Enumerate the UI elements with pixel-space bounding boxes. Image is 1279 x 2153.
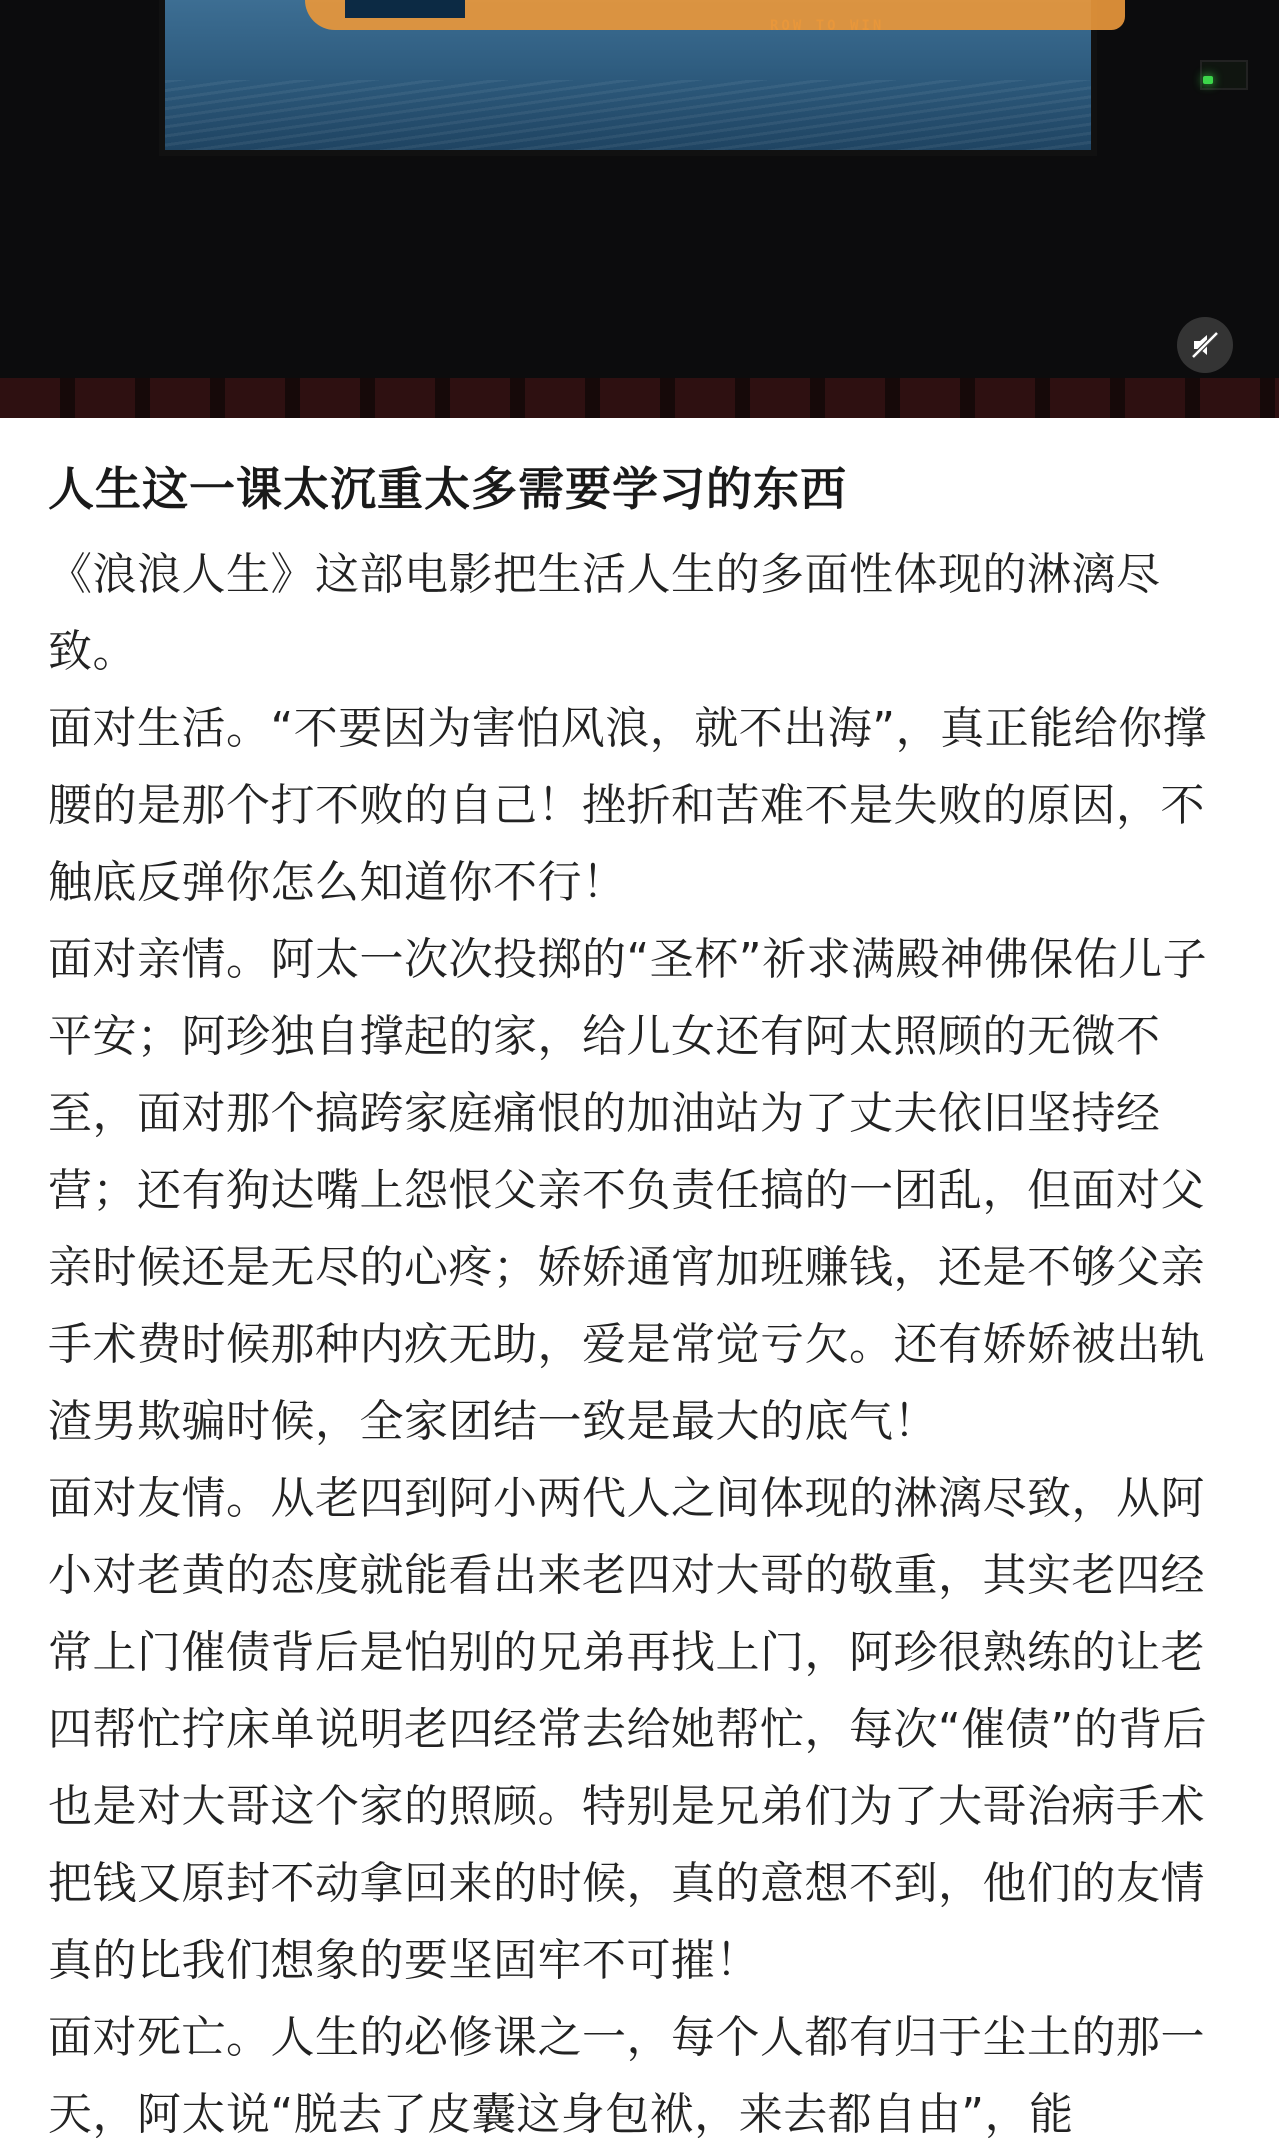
post-paragraph: 面对死亡。人生的必修课之一，每个人都有归于尘土的那一天，阿太说“脱去了皮囊这身包袱，来去都自由”，能 bbox=[48, 2012, 1205, 2140]
post-paragraph: 面对生活。“不要因为害怕风浪，就不出海”，真正能给你撑腰的是那个打不败的自己！挫折和苦难不是失败的原因，不触底反弹你怎么知道你不行！ bbox=[48, 703, 1208, 908]
post-content bbox=[48, 454, 1238, 2153]
post-paragraph: 面对亲情。阿太一次次投掷的“圣杯”祈求满殿神佛保佑儿子平安；阿珍独自撑起的家，给儿女还有阿太照顾的无微不至，面对那个搞跨家庭痛恨的加油站为了丈夫依旧坚持经营；还有狗达嘴上怨恨父亲不负责任搞的一团乱，但面对父亲时候还是无尽的心疼；娇娇通宵加班赚钱，还是不够父亲手术费时候那种内疚无助，爱是常觉亏欠。还有娇娇被出轨渣男欺骗时候，全家团结一致是最大的底气！ bbox=[48, 934, 1208, 1447]
post-title: 人生这一课太沉重太多需要学习的东西 bbox=[48, 462, 847, 516]
mute-button[interactable] bbox=[1177, 317, 1233, 373]
cinema-screen bbox=[165, 0, 1091, 150]
movie-logo-detail bbox=[345, 0, 465, 18]
exit-light bbox=[1203, 76, 1213, 84]
sea-waves bbox=[165, 80, 1091, 150]
exit-sign bbox=[1200, 60, 1248, 90]
post-paragraph: 面对友情。从老四到阿小两代人之间体现的淋漓尽致，从阿小对老黄的态度就能看出来老四对大哥的敬重，其实老四经常上门催债背后是怕别的兄弟再找上门，阿珍很熟练的让老四帮忙拧床单说明老四经常去给她帮忙，每次“催债”的背后也是对大哥这个家的照顾。特别是兄弟们为了大哥治病手术把钱又原封不动拿回来的时候，真的意想不到，他们的友情真的比我们想象的要坚固牢不可摧！ bbox=[48, 1473, 1208, 1986]
speaker-muted-icon bbox=[1190, 330, 1220, 360]
movie-subtitle: ROW TO WIN bbox=[770, 18, 885, 34]
hero-image bbox=[0, 0, 1279, 418]
post-paragraph: 《浪浪人生》这部电影把生活人生的多面性体现的淋漓尽致。 bbox=[48, 549, 1161, 677]
cinema-seats bbox=[0, 378, 1279, 418]
